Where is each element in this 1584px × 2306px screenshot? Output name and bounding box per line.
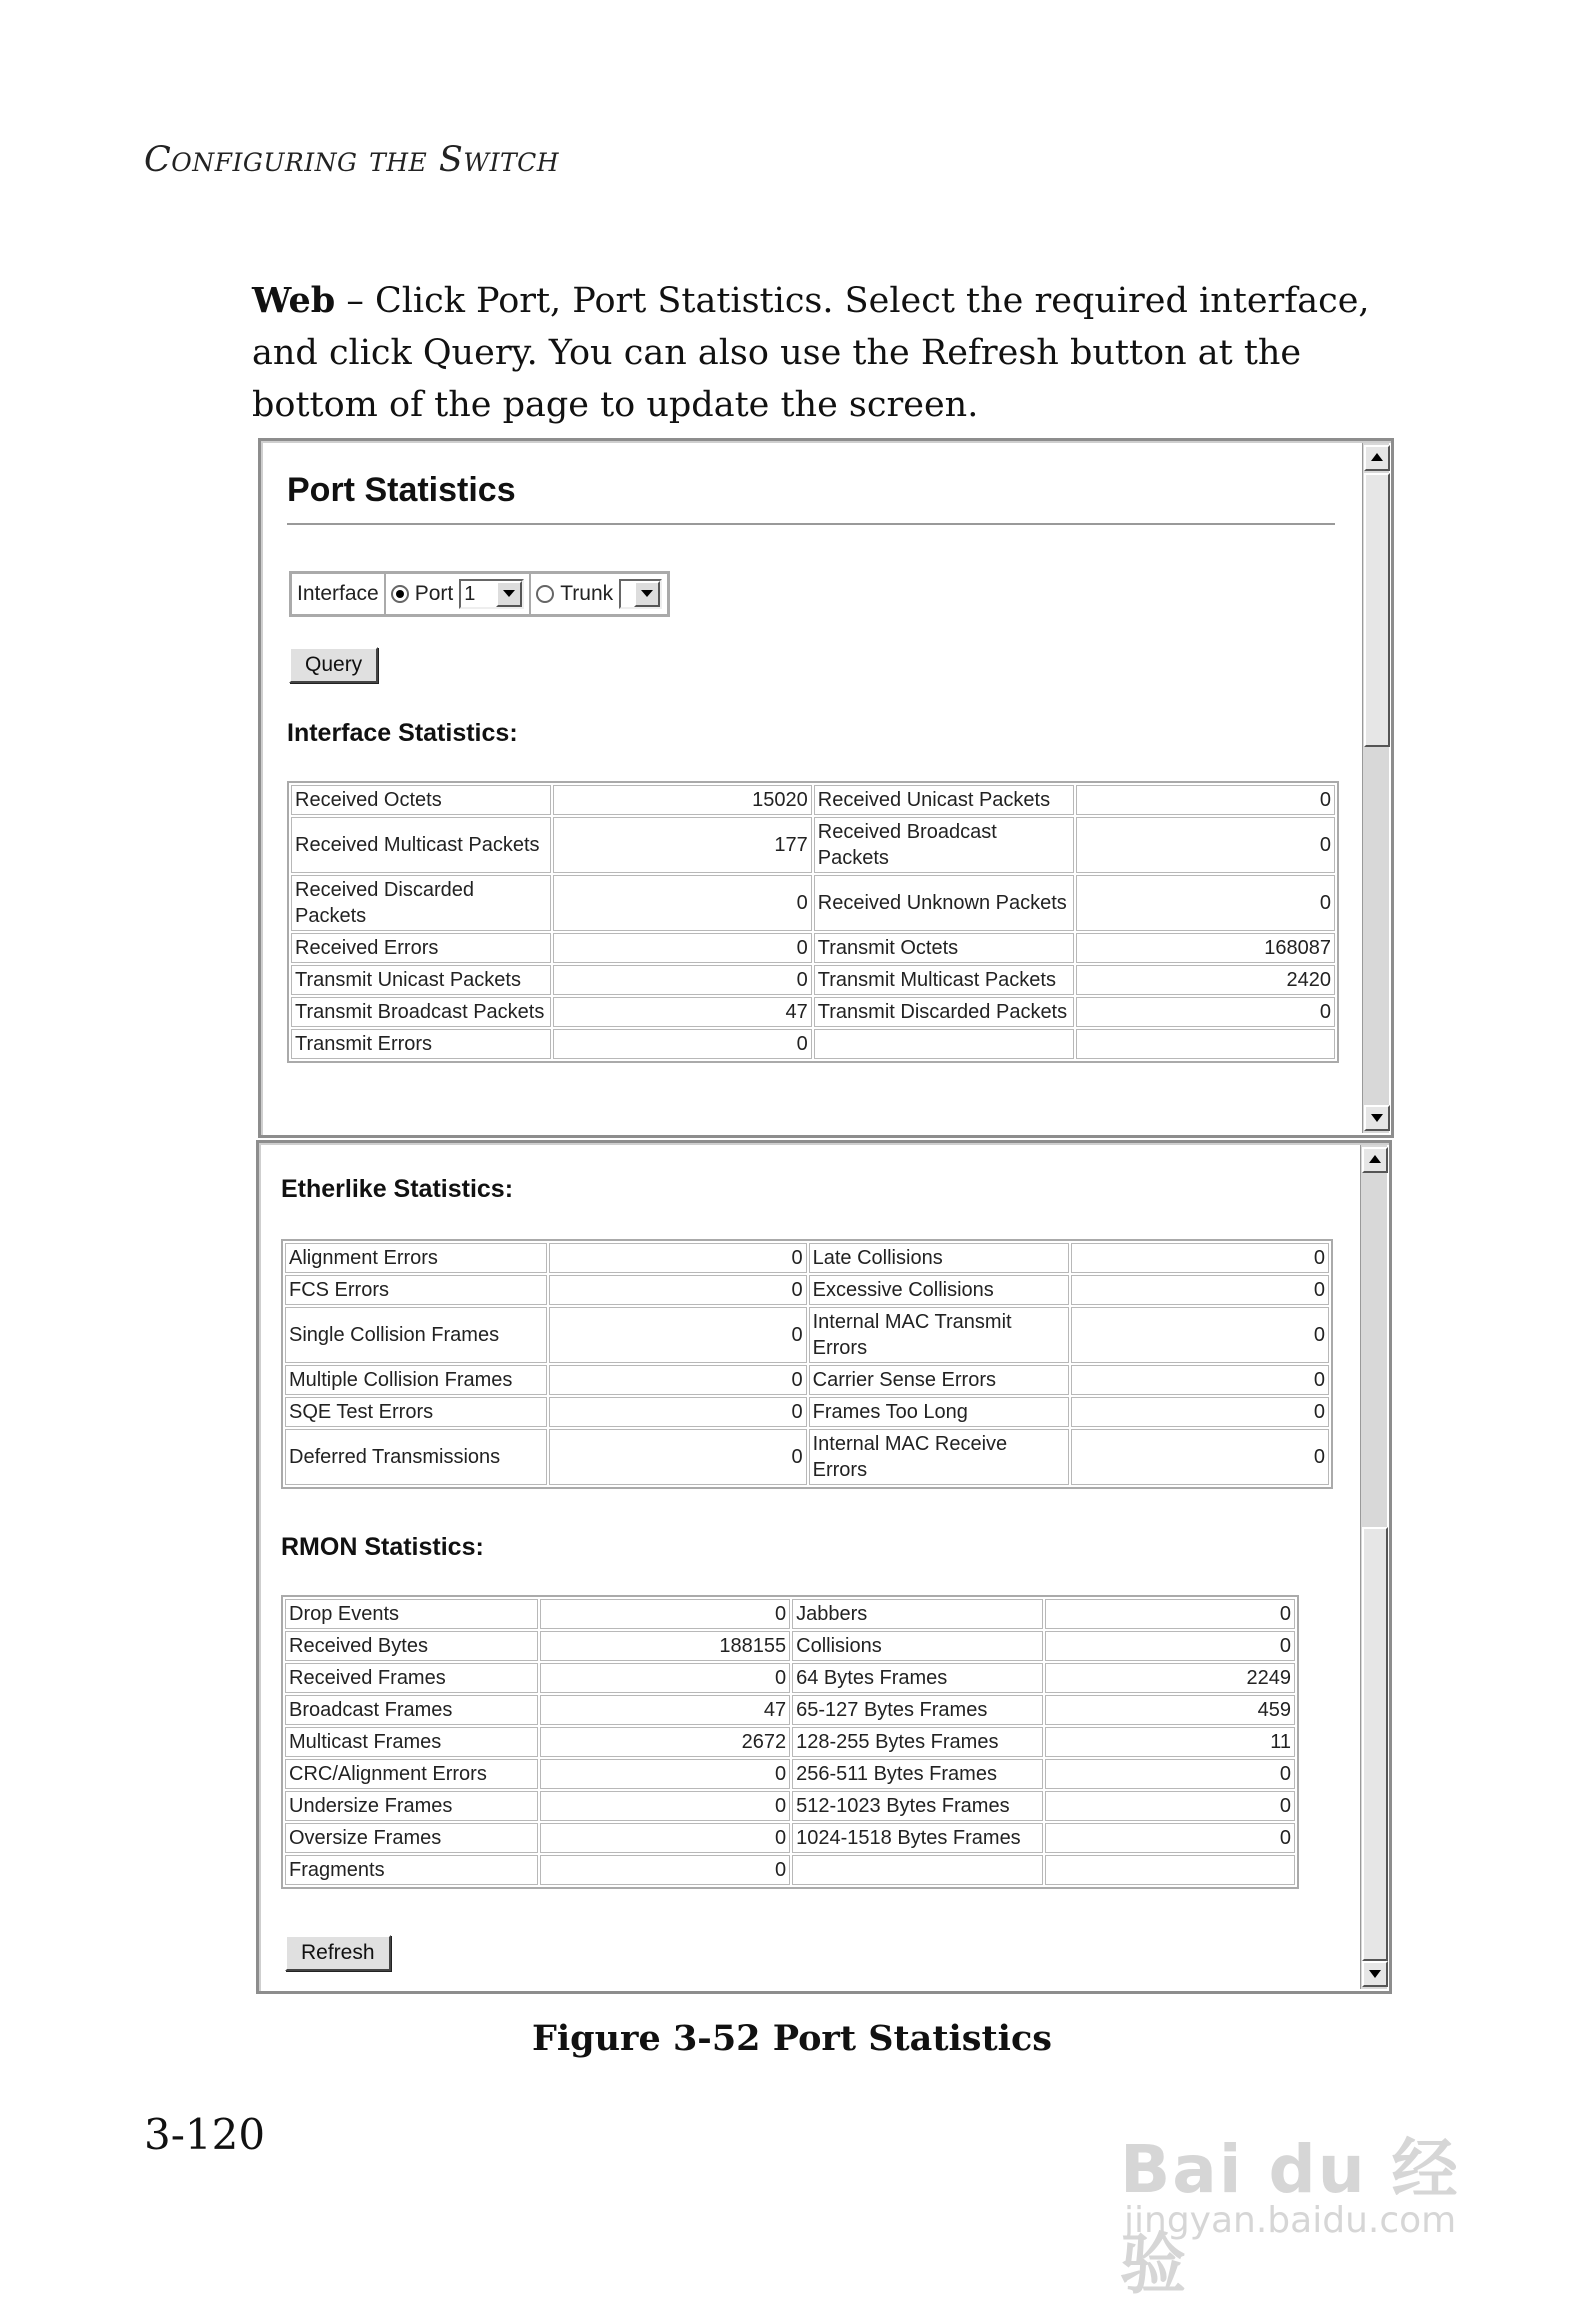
- rmon-statistics-table: [281, 1595, 1299, 1889]
- stat-label: Fragments: [285, 1855, 538, 1885]
- stat-value: 0: [1071, 1243, 1329, 1273]
- table-row: [285, 1243, 1329, 1273]
- stat-value: 0: [549, 1429, 807, 1485]
- stat-value: 0: [1071, 1429, 1329, 1485]
- table-row: [291, 1029, 1335, 1059]
- table-row: [285, 1727, 1295, 1757]
- port-statistics-panel-bottom: [256, 1140, 1392, 1994]
- running-head: Configuring the Switch: [144, 140, 560, 180]
- stat-value: 0: [1076, 997, 1335, 1027]
- stat-value: 0: [549, 1243, 807, 1273]
- port-option[interactable]: [385, 573, 531, 615]
- stat-value: 0: [549, 1307, 807, 1363]
- stat-value: 2249: [1045, 1663, 1295, 1693]
- query-button[interactable]: Query: [289, 647, 378, 683]
- watermark-url: jingyan.baidu.com: [1124, 2200, 1457, 2241]
- stat-label: Oversize Frames: [285, 1823, 538, 1853]
- scroll-up-icon[interactable]: [1362, 1147, 1388, 1173]
- scroll-down-icon[interactable]: [1362, 1961, 1388, 1987]
- title-divider: [287, 523, 1335, 525]
- interface-statistics-table: [287, 781, 1339, 1063]
- scroll-down-icon[interactable]: [1364, 1105, 1390, 1131]
- stat-label: Transmit Discarded Packets: [814, 997, 1074, 1027]
- table-row: [285, 1307, 1329, 1363]
- stat-label: Undersize Frames: [285, 1791, 538, 1821]
- stat-label: Jabbers: [792, 1599, 1043, 1629]
- stat-value: [1045, 1855, 1295, 1885]
- stat-label: Deferred Transmissions: [285, 1429, 547, 1485]
- scrollbar-thumb[interactable]: [1362, 1527, 1388, 1961]
- stat-label: Received Unicast Packets: [814, 785, 1074, 815]
- stat-label: [792, 1855, 1043, 1885]
- stat-value: 0: [1076, 817, 1335, 873]
- stat-label: Transmit Broadcast Packets: [291, 997, 551, 1027]
- port-statistics-panel-top: [258, 438, 1394, 1138]
- stat-label: Received Unknown Packets: [814, 875, 1074, 931]
- stat-value: 0: [1045, 1823, 1295, 1853]
- table-row: [291, 875, 1335, 931]
- stat-value: 11: [1045, 1727, 1295, 1757]
- stat-label: Frames Too Long: [809, 1397, 1069, 1427]
- stat-value: 0: [1045, 1599, 1295, 1629]
- stat-label: Multiple Collision Frames: [285, 1365, 547, 1395]
- stat-label: Multicast Frames: [285, 1727, 538, 1757]
- table-row: [291, 785, 1335, 815]
- table-row: [285, 1397, 1329, 1427]
- stat-value: 0: [1071, 1365, 1329, 1395]
- stat-value: 188155: [540, 1631, 790, 1661]
- stat-value: 168087: [1076, 933, 1335, 963]
- stat-value: 0: [540, 1855, 790, 1885]
- stat-value: 459: [1045, 1695, 1295, 1725]
- stat-value: 177: [553, 817, 812, 873]
- interface-label: Interface: [291, 573, 385, 615]
- stat-value: 0: [540, 1791, 790, 1821]
- stat-label: Late Collisions: [809, 1243, 1069, 1273]
- table-row: [285, 1599, 1295, 1629]
- table-row: [285, 1429, 1329, 1485]
- stat-label: Transmit Errors: [291, 1029, 551, 1059]
- table-row: [291, 965, 1335, 995]
- stat-label: 64 Bytes Frames: [792, 1663, 1043, 1693]
- stat-value: 0: [1076, 875, 1335, 931]
- rmon-statistics-title: RMON Statistics:: [281, 1533, 484, 1561]
- stat-value: 0: [1045, 1791, 1295, 1821]
- figure-caption: Figure 3-52 Port Statistics: [531, 2018, 1052, 2059]
- stat-label: 1024-1518 Bytes Frames: [792, 1823, 1043, 1853]
- port-select[interactable]: [459, 579, 524, 609]
- intro-paragraph: [252, 275, 1382, 431]
- stat-label: Internal MAC Receive Errors: [809, 1429, 1069, 1485]
- stat-label: Received Broadcast Packets: [814, 817, 1074, 873]
- page-number: 3-120: [144, 2110, 266, 2159]
- stat-value: 15020: [553, 785, 812, 815]
- stat-label: FCS Errors: [285, 1275, 547, 1305]
- stat-label: Excessive Collisions: [809, 1275, 1069, 1305]
- intro-text: – Click Port, Port Statistics. Select the required interface, and click Query. You can also use the Refresh button at the bottom of the page to update the screen.: [252, 281, 1370, 425]
- stat-label: 65-127 Bytes Frames: [792, 1695, 1043, 1725]
- table-row: [285, 1823, 1295, 1853]
- table-row: [291, 933, 1335, 963]
- table-row: [291, 817, 1335, 873]
- stat-value: 0: [553, 875, 812, 931]
- stat-label: Transmit Unicast Packets: [291, 965, 551, 995]
- chevron-down-icon[interactable]: [496, 581, 522, 607]
- stat-value: 0: [549, 1365, 807, 1395]
- scrollbar[interactable]: [1360, 1145, 1387, 1989]
- stat-value: [1076, 1029, 1335, 1059]
- stat-label: Transmit Octets: [814, 933, 1074, 963]
- stat-value: 0: [1071, 1397, 1329, 1427]
- scrollbar[interactable]: [1362, 443, 1389, 1133]
- port-radio[interactable]: [391, 585, 409, 603]
- stat-label: Carrier Sense Errors: [809, 1365, 1069, 1395]
- stat-value: 0: [540, 1663, 790, 1693]
- stat-label: [814, 1029, 1074, 1059]
- interface-selector: [289, 571, 670, 617]
- stat-value: 47: [540, 1695, 790, 1725]
- stat-value: 47: [553, 997, 812, 1027]
- interface-statistics-title: Interface Statistics:: [287, 719, 518, 747]
- etherlike-statistics-table: [281, 1239, 1333, 1489]
- refresh-button[interactable]: Refresh: [285, 1935, 391, 1971]
- stat-label: 128-255 Bytes Frames: [792, 1727, 1043, 1757]
- chevron-down-icon[interactable]: [634, 581, 660, 607]
- table-row: [285, 1631, 1295, 1661]
- table-row: [285, 1695, 1295, 1725]
- stat-label: 512-1023 Bytes Frames: [792, 1791, 1043, 1821]
- stat-value: 0: [1045, 1759, 1295, 1789]
- stat-label: Alignment Errors: [285, 1243, 547, 1273]
- watermark-logo: Bai du 经验: [1120, 2131, 1460, 2303]
- stat-value: 0: [553, 1029, 812, 1059]
- stat-value: 0: [1071, 1307, 1329, 1363]
- stat-value: 2420: [1076, 965, 1335, 995]
- trunk-option[interactable]: [530, 573, 668, 615]
- port-label: Port: [414, 582, 454, 605]
- trunk-label: Trunk: [560, 582, 614, 605]
- stat-label: Internal MAC Transmit Errors: [809, 1307, 1069, 1363]
- stat-label: Received Octets: [291, 785, 551, 815]
- stat-label: Received Frames: [285, 1663, 538, 1693]
- stat-value: 0: [549, 1275, 807, 1305]
- stat-label: 256-511 Bytes Frames: [792, 1759, 1043, 1789]
- stat-label: Collisions: [792, 1631, 1043, 1661]
- stat-label: SQE Test Errors: [285, 1397, 547, 1427]
- watermark: [1120, 2068, 1500, 2303]
- table-row: [291, 997, 1335, 1027]
- stat-label: Received Errors: [291, 933, 551, 963]
- stat-label: Received Multicast Packets: [291, 817, 551, 873]
- page-title: Port Statistics: [287, 471, 516, 509]
- stat-value: 0: [540, 1823, 790, 1853]
- stat-value: 2672: [540, 1727, 790, 1757]
- table-row: [285, 1791, 1295, 1821]
- stat-label: Single Collision Frames: [285, 1307, 547, 1363]
- stat-label: Transmit Multicast Packets: [814, 965, 1074, 995]
- intro-bold: Web: [252, 280, 336, 321]
- trunk-radio[interactable]: [536, 585, 554, 603]
- stat-label: Received Discarded Packets: [291, 875, 551, 931]
- stat-value: 0: [553, 933, 812, 963]
- stat-value: 0: [1076, 785, 1335, 815]
- stat-value: 0: [540, 1759, 790, 1789]
- stat-value: 0: [549, 1397, 807, 1427]
- stat-label: Broadcast Frames: [285, 1695, 538, 1725]
- table-row: [285, 1275, 1329, 1305]
- port-select-value: 1: [464, 582, 476, 605]
- trunk-select[interactable]: [619, 579, 662, 609]
- stat-value: 0: [1045, 1631, 1295, 1661]
- stat-value: 0: [540, 1599, 790, 1629]
- table-row: [285, 1663, 1295, 1693]
- stat-value: 0: [553, 965, 812, 995]
- scrollbar-thumb[interactable]: [1364, 473, 1390, 747]
- stat-label: Received Bytes: [285, 1631, 538, 1661]
- scroll-up-icon[interactable]: [1364, 445, 1390, 471]
- table-row: [285, 1365, 1329, 1395]
- table-row: [285, 1855, 1295, 1885]
- stat-value: 0: [1071, 1275, 1329, 1305]
- table-row: [285, 1759, 1295, 1789]
- stat-label: CRC/Alignment Errors: [285, 1759, 538, 1789]
- etherlike-statistics-title: Etherlike Statistics:: [281, 1175, 514, 1203]
- stat-label: Drop Events: [285, 1599, 538, 1629]
